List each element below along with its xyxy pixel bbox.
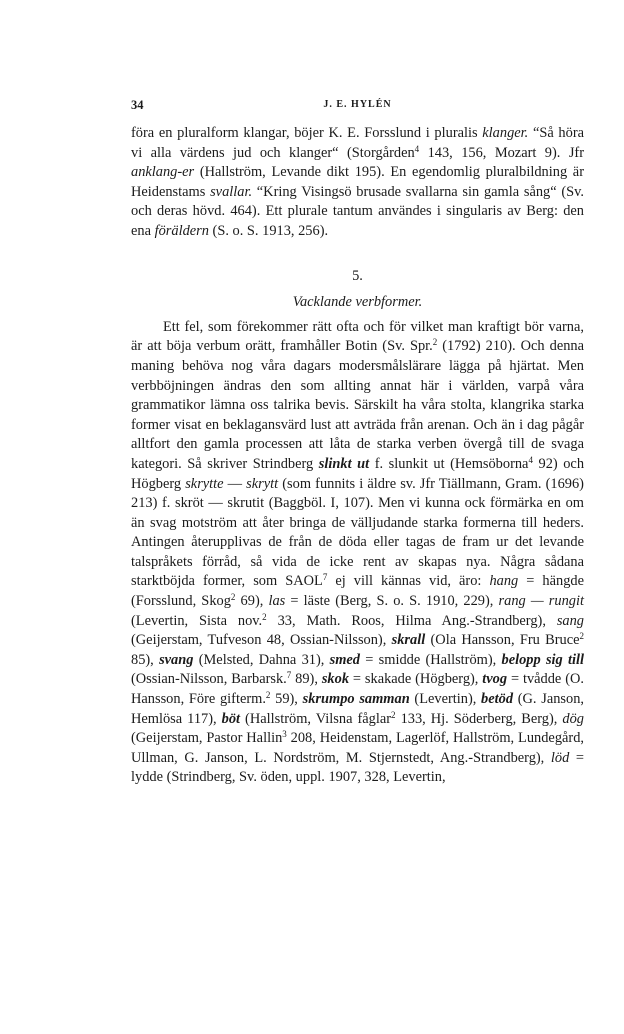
- italic-term: skrytte: [185, 475, 224, 492]
- text-run: (Melsted, Dahna 31),: [193, 651, 330, 668]
- edition-superscript: 2: [265, 690, 271, 701]
- text-run: = läste (Berg, S. o. S. 1910, 229),: [285, 593, 499, 610]
- text-run: ej vill kännas vid, äro:: [327, 573, 490, 590]
- text-run: (Geijerstam, Tufveson 48, Ossian-Nilsson),: [131, 632, 392, 649]
- italic-term: löd: [550, 749, 570, 766]
- text-run: 33, Math. Roos, Hilma Ang.-Strandberg),: [266, 612, 557, 629]
- body-text: [131, 124, 584, 788]
- text-run: (G. Janson, Hemlösa 117),: [131, 691, 584, 727]
- italic-term: tvog: [482, 671, 508, 688]
- italic-term: rang — rungit: [498, 593, 584, 610]
- italic-term: klanger.: [482, 125, 529, 141]
- page-header: [131, 96, 584, 114]
- text-run: = lydde (Strindberg, Sv. öden, uppl. 1907, 328, Levertin,: [131, 749, 584, 786]
- text-run: (S. o. S. 1913, 256).: [208, 222, 329, 239]
- text-run: 143, 156, Mozart 9). Jfr: [419, 144, 585, 161]
- text-run: —: [223, 475, 247, 492]
- text-run: “Så höra vi alla värdens jud och klanger“ (Storgården: [131, 125, 585, 161]
- edition-superscript: 2: [391, 709, 396, 720]
- text-run: 59),: [270, 691, 303, 708]
- italic-term: skrumpo samman: [302, 691, 410, 708]
- section-title: Vacklande verbformer.: [292, 294, 423, 311]
- italic-term: böt: [221, 710, 241, 727]
- page-number: 34: [131, 98, 144, 112]
- text-run: (Levertin),: [409, 691, 482, 708]
- italic-term: skrall: [391, 632, 426, 649]
- paragraph-plural-forms: [131, 124, 584, 242]
- edition-superscript: 4: [414, 143, 420, 154]
- text-run: = hängde (Forsslund, Skog: [131, 573, 584, 610]
- running-head: J. E. HYLÉN: [323, 99, 392, 110]
- italic-term: anklang-er: [131, 164, 195, 181]
- edition-superscript: 7: [286, 670, 292, 681]
- edition-superscript: 2: [579, 631, 584, 642]
- edition-superscript: 3: [282, 729, 287, 740]
- italic-term: svang: [159, 651, 194, 668]
- text-run: f. slunkit ut (Hemsöborna: [369, 455, 529, 472]
- text-run: föra en pluralform klangar, böjer K. E. Forsslund i pluralis: [131, 125, 483, 141]
- edition-superscript: 4: [528, 454, 533, 465]
- paragraph-verb-forms: [131, 318, 584, 788]
- text-run: (Levertin, Sista nov.: [131, 612, 263, 629]
- edition-superscript: 7: [322, 572, 328, 583]
- text-run: (Hallström, Vilsna fåglar: [240, 710, 392, 727]
- edition-superscript: 2: [262, 611, 267, 622]
- text-run: 89),: [291, 671, 322, 688]
- italic-term: sang: [556, 612, 584, 629]
- edition-superscript: 2: [230, 592, 236, 603]
- text-run: (1792) 210). Och denna maning behöva nog våra dagars modersmålslärare lägga på hjärtat. Men verbböjningen ändras den som allting annat här i världen, varpå våra grammatikor lämna oss talrika bevis. Särskilt ha våra stolta, klangrika starka former visat en beklagansvärd lust att avträda från arenan. Och än i dag pågår alltfort den gamla processen att låta de starka verben övergå till de svaga kategori. Så skriver Strindberg: [131, 338, 584, 472]
- italic-term: betöd: [481, 691, 514, 708]
- text-run: = skakade (Högberg),: [349, 671, 483, 688]
- text-run: 208, Heidenstam, Lagerlöf, Hallström, Lundegård, Ullman, G. Janson, L. Nordström, M. Stjernstedt, Ang.-Strandberg),: [131, 730, 584, 766]
- italic-term: skok: [321, 671, 350, 688]
- text-run: = smidde (Hallström),: [360, 651, 502, 668]
- italic-term: skrytt: [246, 475, 279, 492]
- text-run: “Kring Visingsö brusade svallarna sin gamla sång“ (Sv. och deras hövd. 464). Ett plurale tantum användes i singularis av Berg: den ena: [131, 183, 584, 239]
- italic-term: svallar.: [210, 183, 253, 200]
- text-run: (Ola Hansson, Fru Bruce: [425, 632, 580, 649]
- italic-term: slinkt ut: [318, 455, 370, 472]
- italic-term: föräldern: [154, 222, 209, 239]
- text-run: Ett fel, som förekommer rätt ofta och för vilket man kraftigt bör varna, är att böja verbum orätt, framhåller Botin (Sv. Spr.: [131, 318, 584, 355]
- italic-term: smed: [329, 651, 361, 668]
- italic-term: dög: [562, 710, 584, 727]
- text-run: (Geijerstam, Pastor Hallin: [131, 730, 283, 747]
- text-run: (Ossian-Nilsson, Barbarsk.: [131, 671, 287, 688]
- text-run: 85),: [131, 651, 160, 668]
- text-run: (Hallström, Levande dikt 195). En egendomlig pluralbildning är Heidenstams: [131, 164, 584, 200]
- text-run: = tvådde (O. Hansson, Före gifterm.: [131, 671, 584, 708]
- edition-superscript: 2: [432, 337, 438, 348]
- text-run: 133, Hj. Söderberg, Berg),: [395, 710, 563, 727]
- section-number: 5.: [352, 267, 363, 284]
- italic-term: hang: [489, 573, 519, 590]
- text-run: (som funnits i äldre sv. Jfr Tiällmann, Gram. (1696) 213) f. skröt — skrutit (Baggböl. I, 107). Men vi kunna ock förmärka en om än svag motström att åter bringa de välljudande starka formerna till heders. Antingen återupplivas de från de döda eller tagas de fram ur det levande talspråkets förråd, så vida de icke rent av skapas nya. Några sådana starktböjda former, som SAOL: [131, 475, 584, 590]
- text-run: 92) och Högberg: [131, 455, 585, 492]
- italic-term: las: [268, 593, 286, 610]
- italic-term: belopp sig till: [501, 651, 585, 668]
- text-run: 69),: [235, 593, 269, 610]
